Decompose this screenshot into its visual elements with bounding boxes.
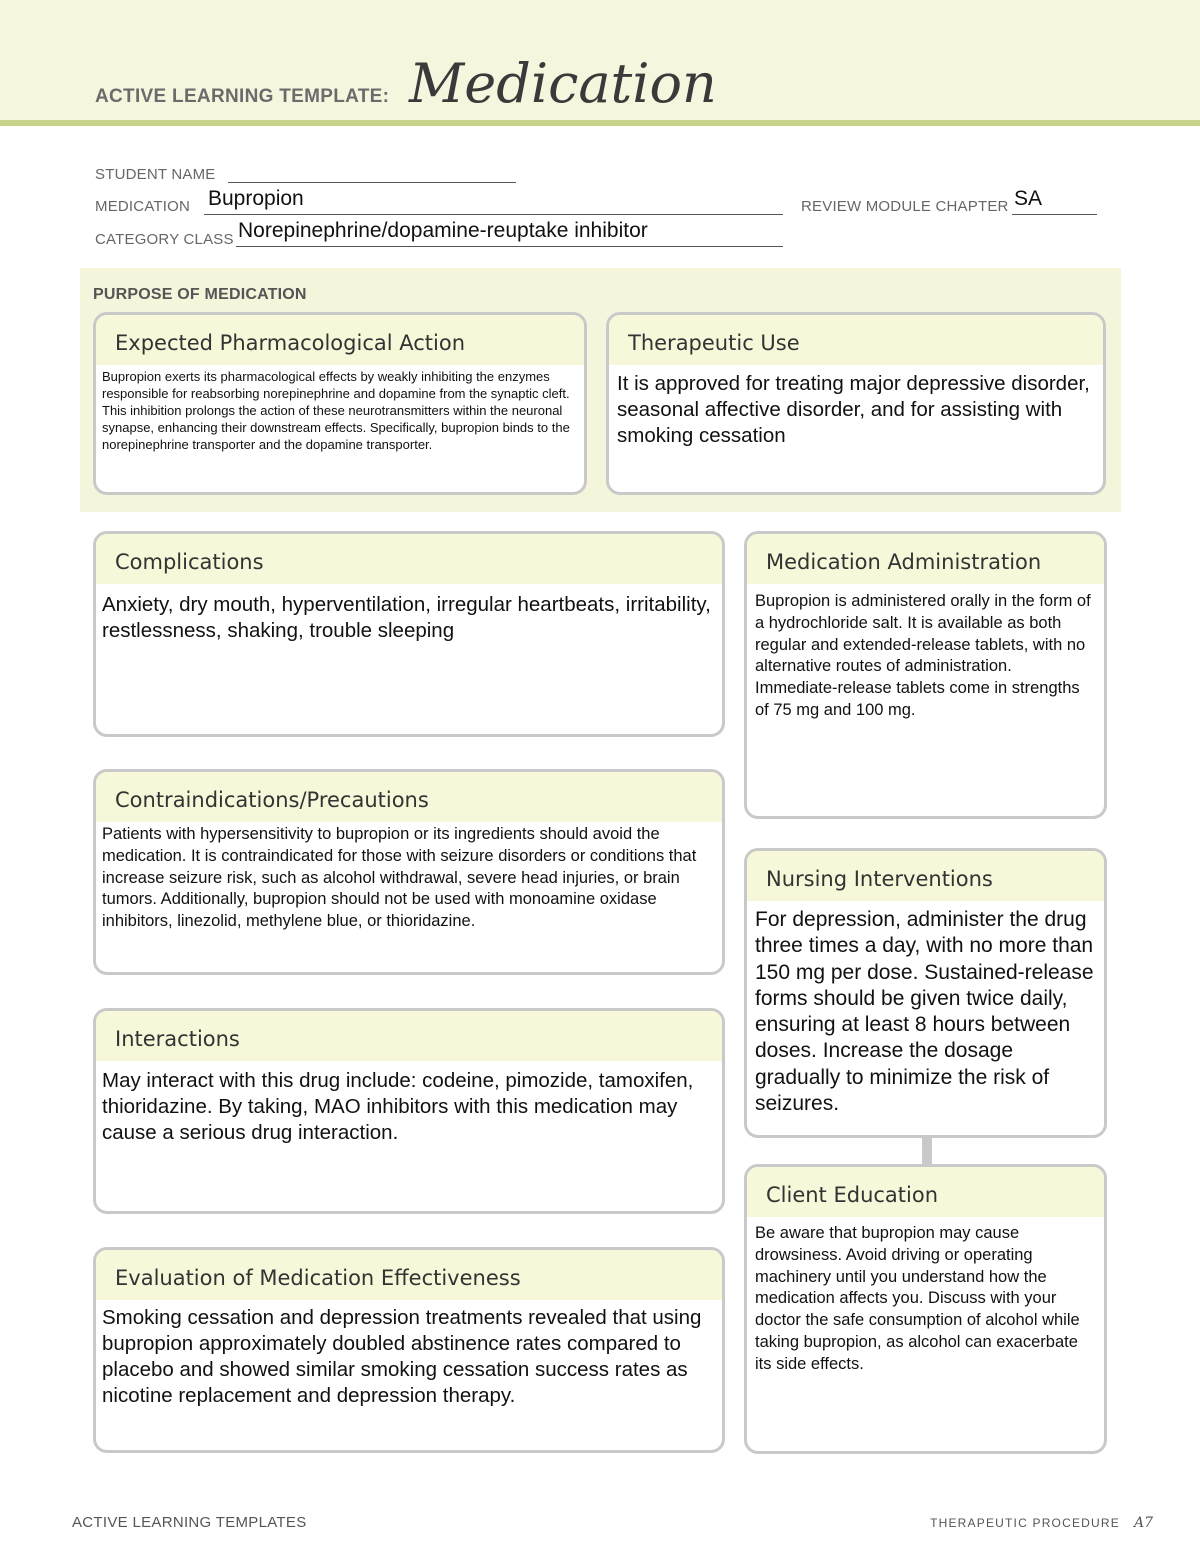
- footer-procedure: THERAPEUTIC PROCEDURE: [930, 1516, 1120, 1530]
- student-name-field[interactable]: [228, 162, 516, 183]
- purpose-label: PURPOSE OF MEDICATION: [93, 286, 307, 303]
- review-module-label: REVIEW MODULE CHAPTER: [801, 198, 1009, 215]
- evaluation-title: Evaluation of Medication Effectiveness: [96, 1250, 722, 1300]
- category-class-value: Norepinephrine/dopamine-reuptake inhibitor: [238, 219, 648, 242]
- therapeutic-use-card: [606, 312, 1106, 495]
- category-class-label: CATEGORY CLASS: [95, 231, 234, 248]
- medication-administration-text[interactable]: Bupropion is administered orally in the form of a hydrochloride salt. It is available as both regular and extended-release tablets, with no alternative routes of administration. Immediate-release tablets come in strengths of 75 mg and 100 mg.: [755, 592, 1091, 719]
- nursing-interventions-card: [744, 848, 1107, 1138]
- medication-label: MEDICATION: [95, 198, 191, 215]
- interactions-card: [93, 1008, 725, 1214]
- contraindications-card: [93, 769, 725, 975]
- page-title: Medication: [409, 52, 717, 115]
- therapeutic-use-text[interactable]: It is approved for treating major depressive disorder, seasonal affective disorder, and for assisting with smoking cessation: [617, 372, 1090, 448]
- therapeutic-use-title: Therapeutic Use: [609, 315, 1103, 365]
- medication-value: Bupropion: [208, 187, 304, 210]
- student-name-label: STUDENT NAME: [95, 166, 216, 183]
- client-education-card: [744, 1164, 1107, 1454]
- evaluation-text[interactable]: Smoking cessation and depression treatments revealed that using bupropion approximately doubled abstinence rates compared to placebo and showed similar smoking cessation success rates as nicotine replacement and depression therapy.: [102, 1306, 702, 1408]
- contraindications-title: Contraindications/Precautions: [96, 772, 722, 822]
- client-education-text[interactable]: Be aware that bupropion may cause drowsiness. Avoid driving or operating machinery until you understand how the medication affects you. Discuss with your doctor the safe consumption of alcohol while taking bupropion, as alcohol can exacerbate its side effects.: [755, 1224, 1080, 1373]
- page-number: A7: [1133, 1515, 1153, 1531]
- client-education-title: Client Education: [747, 1167, 1104, 1217]
- nursing-interventions-title: Nursing Interventions: [747, 851, 1104, 901]
- contraindications-text[interactable]: Patients with hypersensitivity to bupropion or its ingredients should avoid the medication. It is contraindicated for those with seizure disorders or conditions that increase seizure risk, such as alcohol withdrawal, severe head injuries, or brain tumors. Additionally, bupropion should not be used with monoamine oxidase inhibitors, linezolid, methylene blue, or thioridazine.: [102, 825, 697, 931]
- interactions-title: Interactions: [96, 1011, 722, 1061]
- complications-title: Complications: [96, 534, 722, 584]
- expected-action-card: [93, 312, 587, 495]
- interactions-text[interactable]: May interact with this drug include: codeine, pimozide, tamoxifen, thioridazine. By taking, MAO inhibitors with this medication may cause a serious drug interaction.: [102, 1069, 694, 1145]
- footer-left: ACTIVE LEARNING TEMPLATES: [72, 1514, 307, 1531]
- expected-action-text[interactable]: Bupropion exerts its pharmacological effects by weakly inhibiting the enzymes responsible for reabsorbing norepinephrine and dopamine from the synaptic cleft. This inhibition prolongs the action of these neurotransmitters within the neuronal synapse, enhancing their downstream effects. Specifically, bupropion binds to the norepinephrine transporter and the dopamine transporter.: [102, 369, 570, 452]
- header-rule: [0, 120, 1200, 126]
- medication-administration-title: Medication Administration: [747, 534, 1104, 584]
- evaluation-card: [93, 1247, 725, 1453]
- expected-action-title: Expected Pharmacological Action: [96, 315, 584, 365]
- medication-administration-card: [744, 531, 1107, 819]
- review-module-value: SA: [1014, 187, 1043, 210]
- nursing-interventions-text[interactable]: For depression, administer the drug three times a day, with no more than 150 mg per dose. Sustained-release forms should be given twice daily, ensuring at least 8 hours between doses. Increase the dosage gradually to minimize the risk of seizures.: [755, 908, 1094, 1115]
- template-label: ACTIVE LEARNING TEMPLATE:: [95, 86, 390, 107]
- complications-text[interactable]: Anxiety, dry mouth, hyperventilation, irregular heartbeats, irritability, restlessness, shaking, trouble sleeping: [102, 593, 711, 643]
- footer-right: [930, 1515, 1153, 1531]
- complications-card: [93, 531, 725, 737]
